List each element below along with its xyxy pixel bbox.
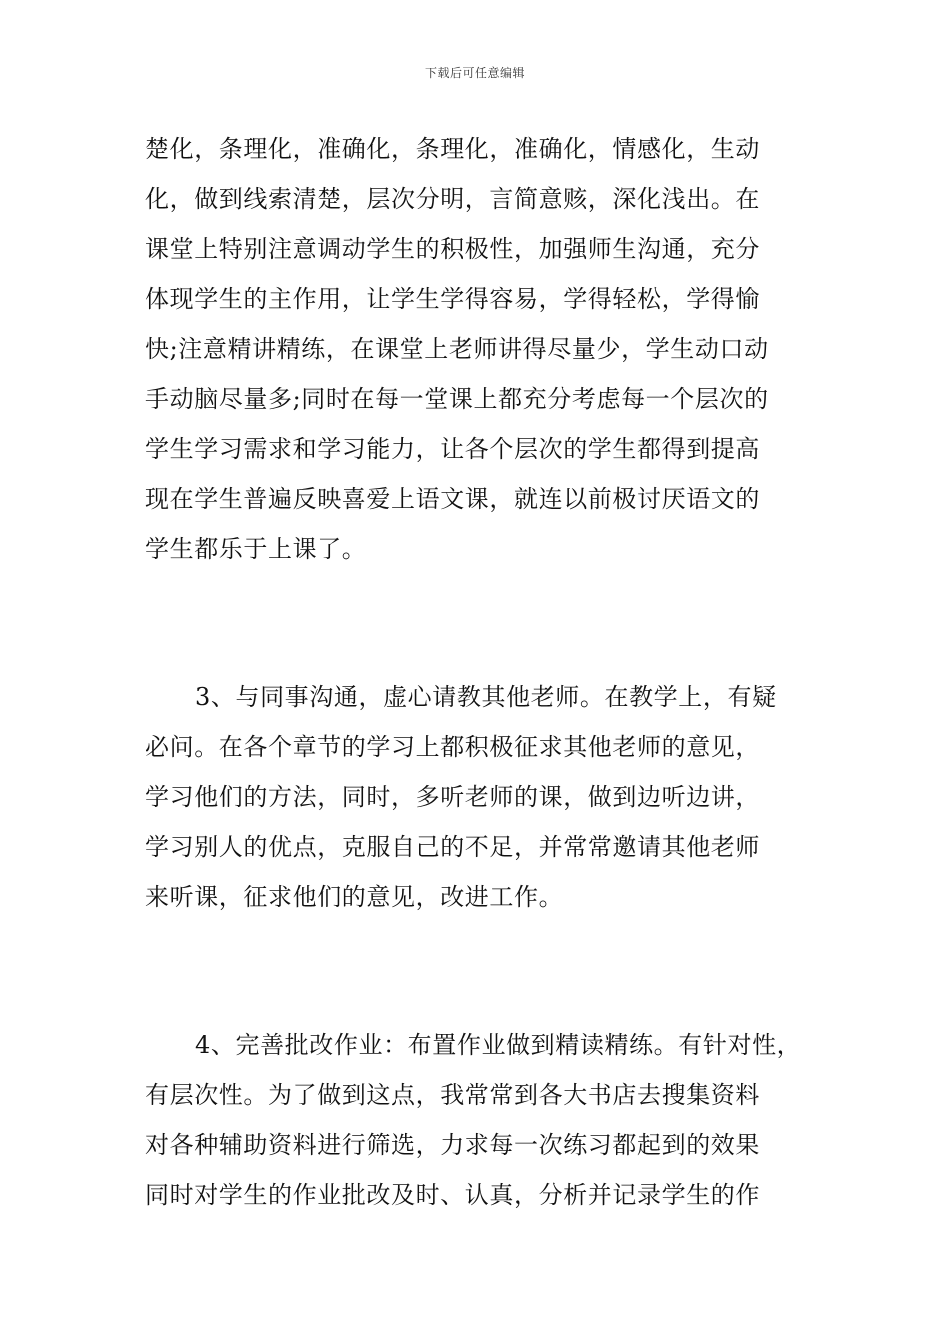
text-line: 4、完善批改作业：布置作业做到精读精练。有针对性，: [195, 1031, 802, 1059]
text-line: 化，做到线索清楚，层次分明，言简意赅，深化浅出。在: [145, 185, 760, 213]
text-line: 学习他们的方法，同时，多听老师的课，做到边听边讲，: [145, 783, 760, 811]
paragraph-continued: [145, 124, 845, 574]
text-line: 必问。在各个章节的学习上都积极征求其他老师的意见，: [145, 733, 760, 761]
page-header: 下载后可任意编辑: [424, 66, 525, 80]
text-line: 体现学生的主作用，让学生学得容易，学得轻松，学得愉: [145, 285, 760, 313]
text-line: 手动脑尽量多;同时在每一堂课上都充分考虑每一个层次的: [145, 385, 769, 413]
text-line: 有层次性。为了做到这点，我常常到各大书店去搜集资料: [145, 1081, 760, 1109]
text-line: 课堂上特别注意调动学生的积极性，加强师生沟通，充分: [145, 235, 760, 263]
text-line: 楚化，条理化，准确化，条理化，准确化，情感化，生动: [145, 135, 760, 163]
text-line: 快;注意精讲精练，在课堂上老师讲得尽量少，学生动口动: [145, 335, 769, 363]
paragraph-4-homework: [145, 1020, 845, 1220]
text-line: 学生学习需求和学习能力，让各个层次的学生都得到提高: [145, 435, 760, 463]
text-line: 学生都乐于上课了。: [145, 535, 367, 563]
text-line: 3、与同事沟通，虚心请教其他老师。在教学上，有疑: [195, 683, 777, 711]
text-line: 同时对学生的作业批改及时、认真，分析并记录学生的作: [145, 1181, 760, 1209]
paragraph-3-communication: [145, 672, 845, 922]
text-line: 现在学生普遍反映喜爱上语文课，就连以前极讨厌语文的: [145, 485, 760, 513]
text-line: 学习别人的优点，克服自己的不足，并常常邀请其他老师: [145, 833, 760, 861]
text-line: 来听课，征求他们的意见，改进工作。: [145, 883, 564, 911]
text-line: 对各种辅助资料进行筛选，力求每一次练习都起到的效果: [145, 1131, 760, 1159]
